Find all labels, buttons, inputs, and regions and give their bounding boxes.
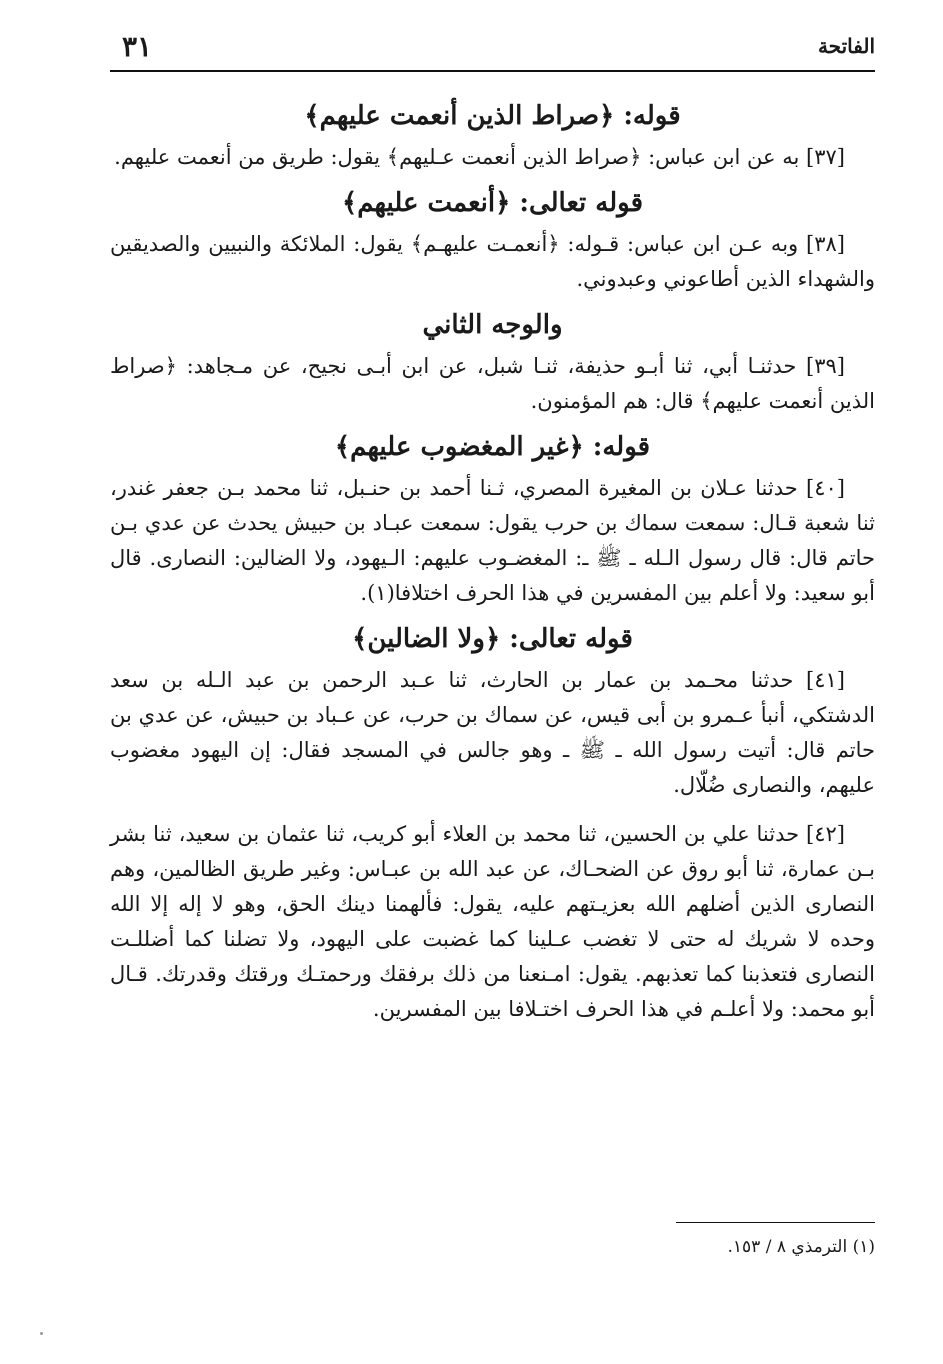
paragraph-gap <box>110 807 875 817</box>
heading-second-aspect: والوجه الثاني <box>422 310 563 340</box>
heading-maghdub: قوله: ﴿غير المغضوب عليهم﴾ <box>334 432 651 462</box>
scan-speck <box>40 1332 43 1335</box>
page-body <box>110 92 875 1031</box>
header-rule <box>110 70 875 72</box>
page-header <box>110 30 875 70</box>
paragraph-40: [٤٠] حدثنا عـلان بن المغيرة المصري، ثـنا أحمد بن حنـبل، ثنا محمد بـن جعفر غندر، ثنا شعبة قـال: سمعت سماك بن حرب يقول: سمعت عبـاد بن حبيش يحدث عن عدي بـن حاتم قال: قال رسول الـله ـ ﷺ ـ: المغضـوب عليهم: الـيهود، ولا الضالين: النصارى. قال أبو سعيد: ولا أعلم بين المفسرين في هذا الحرف اختلافا(١). <box>110 476 875 605</box>
heading-anamta: قوله تعالى: ﴿أنعمت عليهم﴾ <box>341 188 644 218</box>
paragraph-42: [٤٢] حدثنا علي بن الحسين، ثنا محمد بن العلاء أبو كريب، ثنا عثمان بن سعيد، ثنا بشر بـن عمارة، ثنا أبو روق عن الضحـاك، عن عبد الله بن عبـاس: وغير طريق الظالمين، وهم النصارى الذين أضلهم الله بعزيـتهم عليه، يقول: فألهمنا دينك الحق، وهو لا إله إلا الله وحده لا شريك له حتى لا تغضب عـلينا كما غضبت على اليهود، ولا تضلنا كما أضللـت النصارى فتعذبنا كما تعذبهم. يقول: امـنعنا من ذلك برفقك ورحمتـك ورقتك وقدرتك. قـال أبو محمد: ولا أعلـم في هذا الحرف اختـلافا بين المفسرين. <box>110 822 875 1021</box>
page-number: ٣١ <box>122 30 153 63</box>
footnote: (١) الترمذي ٨ / ١٥٣. <box>727 1237 875 1257</box>
heading-dallin: قوله تعالى: ﴿ولا الضالين﴾ <box>352 624 633 654</box>
paragraph-39: [٣٩] حدثنـا أبي، ثنا أبـو حذيفة، ثنـا شبل، عن ابن أبـى نجيح، عن مـجاهد: ﴿صراط الذين أنعمت عليهم﴾ قال: هم المؤمنون. <box>110 354 875 413</box>
footnote-rule <box>676 1222 875 1223</box>
paragraph-41: [٤١] حدثنا محـمد بن عمار بن الحارث، ثنا عـبد الرحمن بن عبد الـله بن سعد الدشتكي، أنبأ عـمرو بن أبى قيس، عن سماك بن حرب، عن عـباد بن حبيش، عن عدي بن حاتم قال: أتيت رسول الله ـ ﷺ ـ وهو جالس في المسجد فقال: إن اليهود مغضوب عليهم، والنصارى ضُلّال. <box>110 668 875 797</box>
chapter-title: الفاتحة <box>817 34 875 58</box>
heading-sirat: قوله: ﴿صراط الذين أنعمت عليهم﴾ <box>304 101 681 131</box>
paragraph-38: [٣٨] وبه عـن ابن عباس: قـوله: ﴿أنعمـت عليهـم﴾ يقول: الملائكة والنبيين والصديقين والشهداء الذين أطاعوني وعبدوني. <box>110 232 875 291</box>
paragraph-37: [٣٧] به عن ابن عباس: ﴿صراط الذين أنعمت عـليهم﴾ يقول: طريق من أنعمت عليهم. <box>114 145 845 169</box>
